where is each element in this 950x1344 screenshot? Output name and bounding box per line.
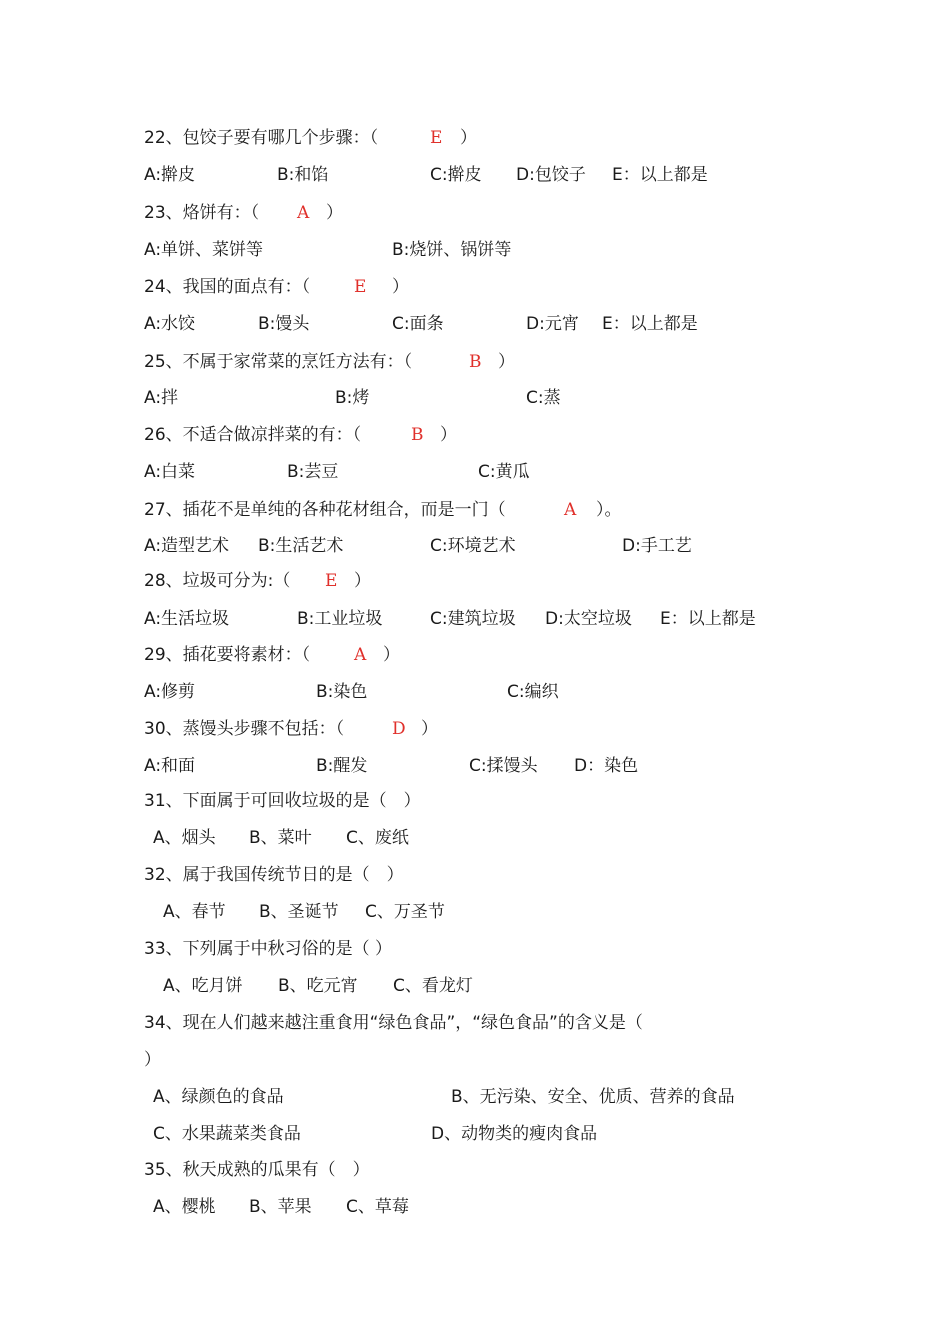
- question-25: [0, 347, 515, 377]
- question-22: [0, 123, 477, 153]
- question-text: 27、插花不是单纯的各种花材组合，而是一门（: [144, 500, 506, 520]
- question-close: ）: [421, 719, 438, 739]
- options-23: [0, 235, 512, 265]
- question-24: [0, 272, 409, 302]
- answer-mark: A: [297, 203, 310, 223]
- option: B、无污染、安全、优质、营养的食品: [451, 1087, 735, 1107]
- options-28: [0, 604, 756, 634]
- question-close: ）: [326, 203, 343, 223]
- option: B、圣诞节: [259, 902, 339, 922]
- question-28: [0, 566, 371, 596]
- option: A:和面: [144, 756, 196, 776]
- option: B:馒头: [258, 314, 310, 334]
- question-text: 26、不适合做凉拌菜的有：（: [144, 425, 362, 445]
- option: E：以上都是: [602, 314, 698, 334]
- question-close: ）: [392, 277, 409, 297]
- option: A:修剪: [144, 682, 196, 702]
- answer-mark: E: [430, 128, 443, 148]
- question-30: [0, 714, 438, 744]
- answer-mark: E: [325, 571, 338, 591]
- option: C:面条: [392, 314, 444, 334]
- option: B:烧饼、锅饼等: [392, 240, 512, 260]
- question-35: [0, 1155, 370, 1185]
- option: C、废纸: [346, 828, 409, 848]
- options-34-row1: [0, 1082, 735, 1112]
- option: B、苹果: [249, 1197, 312, 1217]
- question-26: [0, 420, 457, 450]
- option: B:醒发: [316, 756, 368, 776]
- answer-mark: A: [354, 645, 367, 665]
- option: B、菜叶: [249, 828, 312, 848]
- option: B:芸豆: [287, 462, 339, 482]
- question-text: 35、秋天成熟的瓜果有（ ）: [144, 1160, 370, 1180]
- question-text: 23、烙饼有：（: [144, 203, 260, 223]
- option: A、春节: [163, 902, 226, 922]
- options-24: [0, 309, 698, 339]
- option: A:拌: [144, 388, 179, 408]
- option: B、吃元宵: [278, 976, 358, 996]
- option: C:蒸: [526, 388, 561, 408]
- option: A、吃月饼: [163, 976, 243, 996]
- option: C:建筑垃圾: [430, 609, 516, 629]
- option: A:生活垃圾: [144, 609, 230, 629]
- question-close: ）。: [596, 500, 622, 520]
- question-close: ）: [460, 128, 477, 148]
- question-34: [0, 1008, 643, 1038]
- option: D:太空垃圾: [545, 609, 632, 629]
- option: C、草莓: [346, 1197, 409, 1217]
- option: C:擀皮: [430, 165, 482, 185]
- question-text: 29、插花要将素材：（: [144, 645, 311, 665]
- options-22: [0, 160, 708, 190]
- answer-mark: E: [354, 277, 367, 297]
- question-23: [0, 198, 343, 228]
- question-text: 30、蒸馒头步骤不包括：（: [144, 719, 345, 739]
- question-close: ）: [440, 425, 457, 445]
- question-34-continued: [0, 1045, 161, 1075]
- question-text: 25、不属于家常菜的烹饪方法有：（: [144, 352, 413, 372]
- option: C:环境艺术: [430, 536, 516, 556]
- option: D:包饺子: [516, 165, 586, 185]
- question-27: [0, 495, 622, 525]
- question-close: ）: [383, 645, 400, 665]
- option: B:生活艺术: [258, 536, 344, 556]
- option: E：以上都是: [660, 609, 756, 629]
- options-29: [0, 677, 559, 707]
- question-31: [0, 786, 421, 816]
- question-29: [0, 640, 400, 670]
- option: A、樱桃: [153, 1197, 216, 1217]
- options-34-row2: [0, 1119, 598, 1149]
- option: D:手工艺: [622, 536, 692, 556]
- option: C、看龙灯: [393, 976, 473, 996]
- question-text: 28、垃圾可分为:（: [144, 571, 291, 591]
- option: A:白菜: [144, 462, 196, 482]
- option: D、动物类的瘦肉食品: [431, 1124, 598, 1144]
- question-close: ）: [498, 352, 515, 372]
- question-close: ）: [354, 571, 371, 591]
- question-close: ）: [144, 1050, 161, 1070]
- question-text: 24、我国的面点有：（: [144, 277, 311, 297]
- options-32: [0, 897, 445, 927]
- options-35: [0, 1192, 409, 1222]
- option: B:和馅: [277, 165, 329, 185]
- question-text: 34、现在人们越来越注重食用“绿色食品”，“绿色食品”的含义是（: [144, 1013, 643, 1033]
- options-33: [0, 971, 473, 1001]
- option: D:元宵: [526, 314, 579, 334]
- answer-mark: B: [469, 352, 482, 372]
- options-30: [0, 751, 639, 781]
- option: C:编织: [507, 682, 559, 702]
- option: A:单饼、菜饼等: [144, 240, 264, 260]
- question-32: [0, 860, 404, 890]
- answer-mark: A: [564, 500, 577, 520]
- option: B:工业垃圾: [297, 609, 383, 629]
- option: C:揉馒头: [469, 756, 538, 776]
- option: C、水果蔬菜类食品: [153, 1124, 301, 1144]
- options-27: [0, 531, 692, 561]
- option: C、万圣节: [365, 902, 445, 922]
- options-26: [0, 457, 530, 487]
- option: A:擀皮: [144, 165, 196, 185]
- option: A、烟头: [153, 828, 216, 848]
- option: E：以上都是: [612, 165, 708, 185]
- options-31: [0, 823, 409, 853]
- option: D：染色: [574, 756, 639, 776]
- question-text: 32、属于我国传统节日的是（ ）: [144, 865, 404, 885]
- options-25: [0, 383, 561, 413]
- answer-mark: D: [392, 719, 406, 739]
- option: B:烤: [335, 388, 370, 408]
- option: A:水饺: [144, 314, 196, 334]
- question-text: 22、包饺子要有哪几个步骤：（: [144, 128, 379, 148]
- option: C:黄瓜: [478, 462, 530, 482]
- question-33: [0, 934, 393, 964]
- question-text: 33、下列属于中秋习俗的是（ ）: [144, 939, 393, 959]
- option: A:造型艺术: [144, 536, 230, 556]
- question-text: 31、下面属于可回收垃圾的是（ ）: [144, 791, 421, 811]
- option: A、绿颜色的食品: [153, 1087, 284, 1107]
- option: B:染色: [316, 682, 368, 702]
- answer-mark: B: [411, 425, 424, 445]
